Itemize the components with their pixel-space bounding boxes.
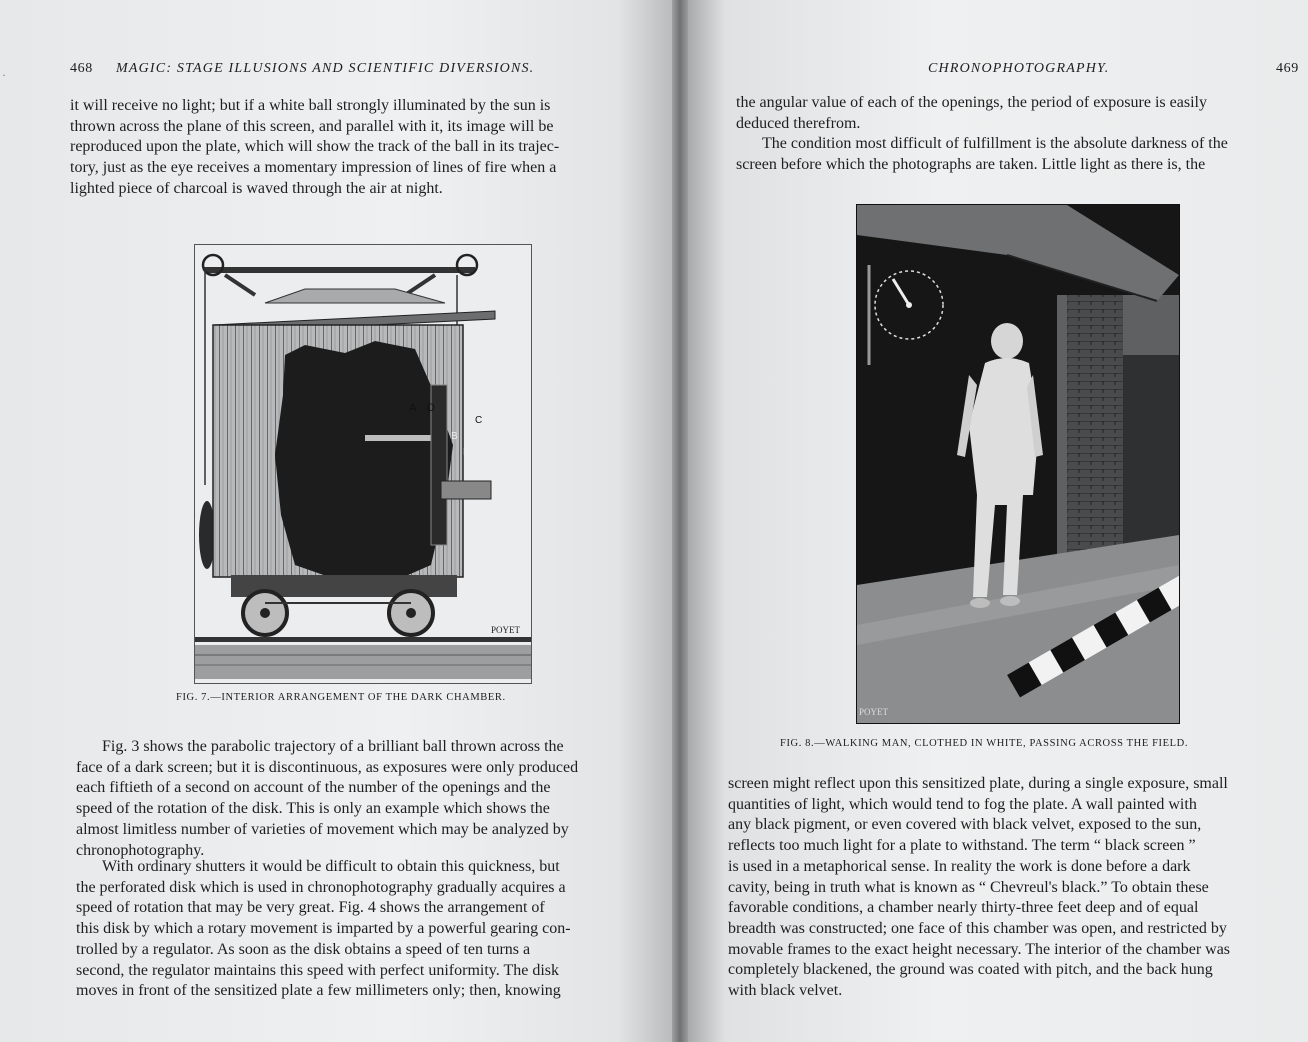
right-page-number: 469 [1276,61,1299,76]
figure-7-letter-b: B [451,431,458,442]
left-paragraph-top: it will receive no light; but if a white ball strongly illuminated by the sun is thrown across the plane of this screen, and parallel with it, its image will be reproduced upon the plate, which will show the track of the ball in its trajec- tory, just as the eye receives a momentary impression of lines of fire when a lighted piece of charcoal is waved through the air at night. [70,97,560,197]
left-paragraph-3: With ordinary shutters it would be difficult to obtain this quickness, but the perforated disk which is used in chronophotography gradually acquires a speed of rotation that may be very great. Fig. 4 shows the arrangement of this disk by which a rotary movement is imparted by a powerful gearing con- trolled by a regulator. As soon as the disk obtains a speed of ten turns a second, the regulator maintains this speed with perfect uniformity. The disk moves in front of the sensitized plate a few millimeters only; then, knowing [76,858,571,1000]
left-paragraph-2: Fig. 3 shows the parabolic trajectory of a brilliant ball thrown across the face of a dark screen; but it is discontinuous, as exposures were only produced each fiftieth of a second on account of the number of the openings and the speed of the rotation of the disk. This is only an example which shows the almost limitless number of varieties of movement which may be analyzed by chronophotography. [76,738,579,859]
figure-7-signature: POYET [491,625,520,635]
figure-8-signature: POYET [859,707,888,717]
book-gutter [672,0,688,1042]
figure-7-letter-a: A [409,402,417,414]
figure-7-dark-chamber-engraving [194,244,532,684]
figure-7-letter-d: D [427,402,435,414]
right-paragraph-3: screen might reflect upon this sensitized plate, during a single exposure, small quantities of light, which would tend to fog the plate. A wall painted with any black pigment, or even covered with black velvet, exposed to the sun, reflects too much light for a plate to withstand. The term “ black screen ” is used in a metaphorical sense. In reality the work is done before a dark cavity, being in truth what is known as “ Chevreul's black.” To obtain these favorable conditions, a chamber nearly thirty-three feet deep and of equal breadth was constructed; one face of this chamber was open, and restricted by movable frames to the exact height necessary. The interior of the chamber was completely blackened, the ground was coated with pitch, and the back hung with black velvet. [728,775,1231,1000]
left-page-number: 468 [70,61,93,76]
figure-7-letter-c: C [475,415,483,426]
figure-8-caption: FIG. 8.—WALKING MAN, CLOTHED IN WHITE, PASSING ACROSS THE FIELD. [780,738,1189,749]
margin-mark: · [2,68,6,82]
figure-7-letter-e: E [463,447,470,458]
right-paragraph-top: the angular value of each of the openings, the period of exposure is easily deduced therefrom. [736,94,1207,132]
right-running-head: CHRONOPHOTOGRAPHY. [928,61,1110,76]
right-paragraph-2: The condition most difficult of fulfillment is the absolute darkness of the screen before which the photographs are taken. Little light as there is, the [736,135,1228,173]
figure-8-walking-man-engraving [856,204,1180,724]
figure-7-caption: FIG. 7.—INTERIOR ARRANGEMENT OF THE DARK CHAMBER. [176,692,506,703]
left-running-head: MAGIC: STAGE ILLUSIONS AND SCIENTIFIC DIVERSIONS. [116,61,535,76]
